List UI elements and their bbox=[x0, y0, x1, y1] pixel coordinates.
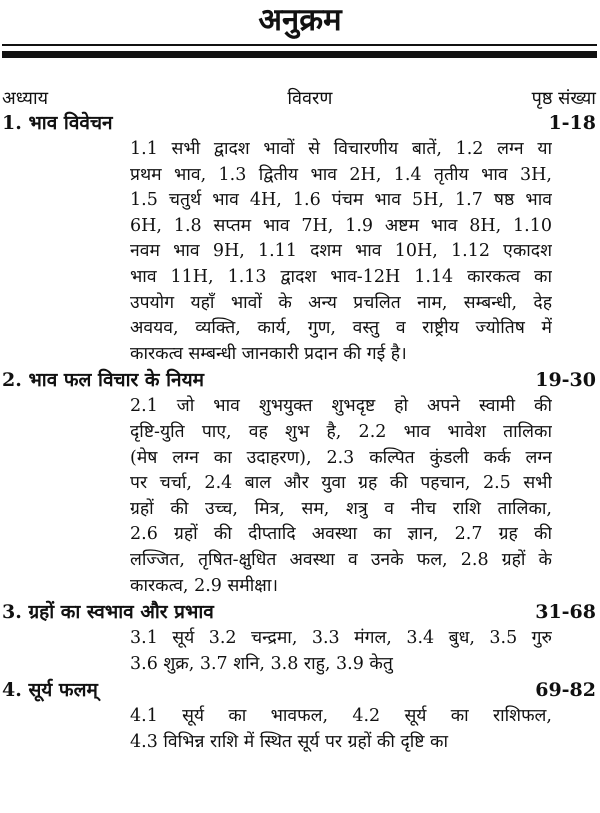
description-line: दृष्टि-युति पाए, वह शुभ है, 2.2 भाव भावेश तालिका bbox=[130, 421, 552, 442]
toc-chapter bbox=[2, 110, 596, 367]
description-line: 3.1 सूर्य 3.2 चन्द्रमा, 3.3 मंगल, 3.4 बुध, 3.5 गुरु bbox=[130, 628, 552, 649]
header-pages: पृष्ठ संख्या bbox=[531, 88, 596, 109]
chapter-pages: 19-30 bbox=[535, 369, 596, 392]
chapter-title: 4. सूर्य फलम् bbox=[2, 679, 98, 702]
divider-thick bbox=[2, 51, 597, 58]
chapter-description bbox=[130, 626, 552, 677]
description-line: 3.6 शुक्र, 3.7 शनि, 3.8 राहु, 3.9 केतु bbox=[130, 653, 393, 674]
description-line: लज्जित, तृषित-क्षुधित अवस्था व उनके फल, 2.8 ग्रहों के bbox=[130, 549, 552, 570]
description-line: 1.5 चतुर्थ भाव 4H, 1.6 पंचम भाव 5H, 1.7 षष्ठ भाव bbox=[130, 190, 552, 211]
description-line: भाव 11H, 1.13 द्वादश भाव-12H 1.14 कारकत्व का bbox=[130, 266, 552, 287]
description-line: प्रथम भाव, 1.3 द्वितीय भाव 2H, 1.4 तृतीय भाव 3H, bbox=[130, 164, 552, 185]
toc-list bbox=[2, 110, 596, 755]
description-line: (मेष लग्न का उदाहरण), 2.3 कल्पित कुंडली कर्क लग्न bbox=[130, 447, 552, 468]
description-line: 4.3 विभिन्न राशि में स्थित सूर्य पर ग्रहों की दृष्टि का bbox=[130, 731, 449, 752]
chapter-description bbox=[130, 704, 552, 755]
chapter-description bbox=[130, 137, 552, 367]
chapter-pages: 31-68 bbox=[535, 601, 596, 624]
description-line: पर चर्चा, 2.4 बाल और युवा ग्रह की पहचान, 2.5 सभी bbox=[130, 473, 552, 494]
chapter-heading bbox=[2, 677, 596, 704]
description-line: कारकत्व सम्बन्धी जानकारी प्रदान की गई है। bbox=[130, 343, 407, 364]
description-line: 6H, 1.8 सप्तम भाव 7H, 1.9 अष्टम भाव 8H, 1.10 bbox=[130, 215, 552, 236]
description-line: 2.6 ग्रहों की दीप्तादि अवस्था का ज्ञान, 2.7 ग्रह की bbox=[130, 524, 552, 545]
header-description: विवरण bbox=[287, 88, 333, 109]
chapter-heading bbox=[2, 599, 596, 626]
chapter-title: 2. भाव फल विचार के नियम bbox=[2, 369, 204, 392]
divider-thin bbox=[2, 44, 597, 46]
toc-chapter bbox=[2, 367, 596, 599]
description-line: 1.1 सभी द्वादश भावों से विचारणीय बातें, 1.2 लग्न या bbox=[130, 139, 552, 159]
description-line: 4.1 सूर्य का भावफल, 4.2 सूर्य का राशिफल, bbox=[130, 706, 552, 727]
description-line: नवम भाव 9H, 1.11 दशम भाव 10H, 1.12 एकादश bbox=[130, 241, 552, 262]
toc-chapter bbox=[2, 599, 596, 677]
description-line: अवयव, व्यक्ति, कार्य, गुण, वस्तु व राष्ट्रीय ज्योतिष में bbox=[130, 318, 552, 339]
header-chapter: अध्याय bbox=[2, 88, 49, 109]
description-line: कारकत्व, 2.9 समीक्षा। bbox=[130, 575, 278, 596]
chapter-description bbox=[130, 394, 552, 599]
chapter-heading bbox=[2, 367, 596, 394]
chapter-pages: 69-82 bbox=[535, 679, 596, 702]
description-line: ग्रहों की उच्च, मित्र, सम, शत्रु व नीच राशि तालिका, bbox=[130, 498, 552, 519]
chapter-heading bbox=[2, 110, 596, 137]
chapter-pages: 1-18 bbox=[548, 112, 596, 134]
page-title: अनुक्रम bbox=[258, 2, 342, 38]
toc-chapter bbox=[2, 677, 596, 755]
column-headers bbox=[2, 86, 596, 110]
description-line: 2.1 जो भाव शुभयुक्त शुभदृष्ट हो अपने स्वामी की bbox=[130, 396, 552, 417]
description-line: उपयोग यहाँ भावों के अन्य प्रचलित नाम, सम्बन्धी, देह bbox=[130, 292, 552, 313]
chapter-title: 1. भाव विवेचन bbox=[2, 112, 113, 134]
chapter-title: 3. ग्रहों का स्वभाव और प्रभाव bbox=[2, 601, 214, 624]
